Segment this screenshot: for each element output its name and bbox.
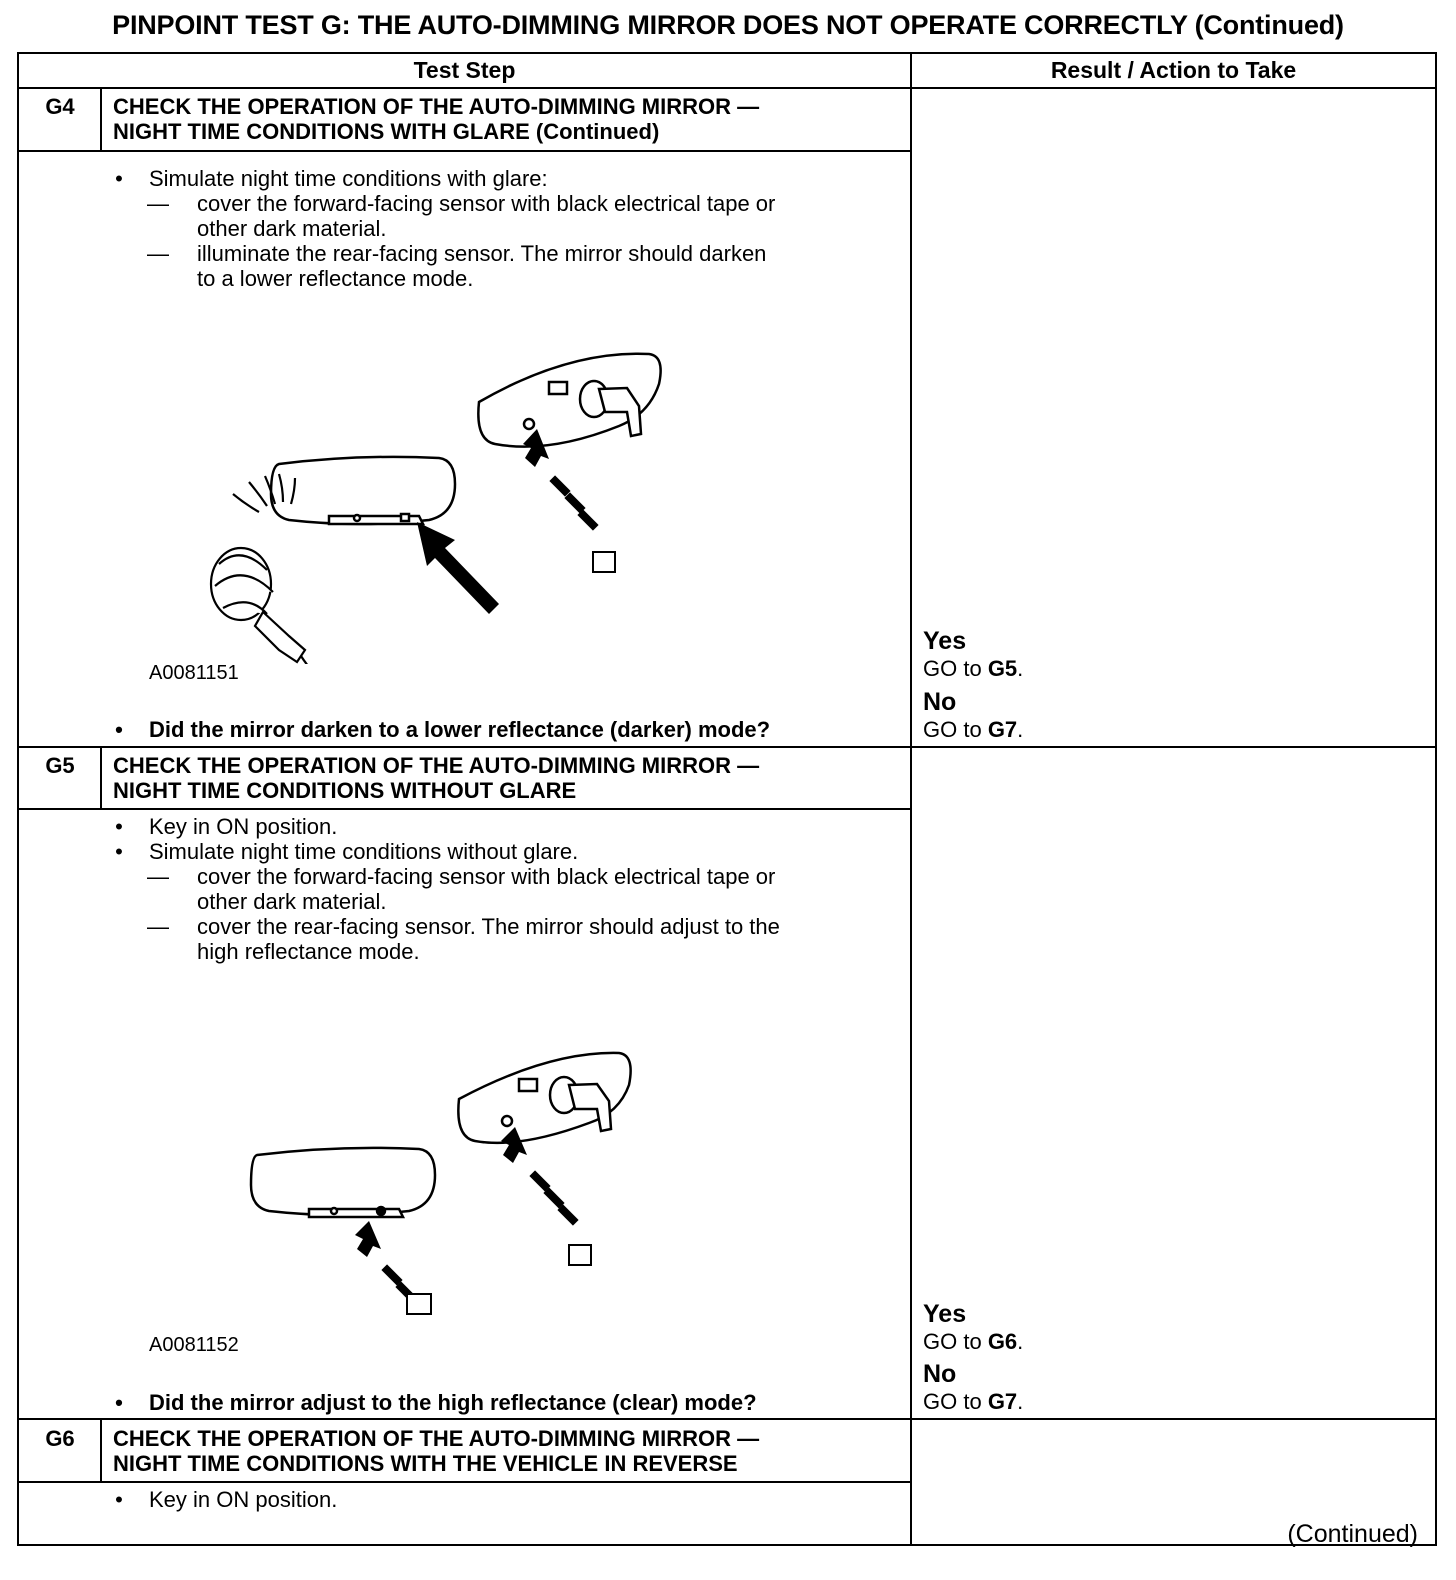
yes-label-g5: Yes: [923, 1300, 967, 1328]
step-title-g5: CHECK THE OPERATION OF THE AUTO-DIMMING MIRROR — NIGHT TIME CONDITIONS WITHOUT GLARE: [113, 753, 760, 803]
no-label-g4: No: [923, 688, 957, 716]
figure-mirror-no-glare: [219, 1049, 679, 1319]
step-id-g6: G6: [45, 1426, 75, 1451]
arrow-front: [355, 1221, 417, 1303]
arrow-rear: [501, 1127, 579, 1226]
step-title-g4: CHECK THE OPERATION OF THE AUTO-DIMMING MIRROR — NIGHT TIME CONDITIONS WITH GLARE (Continued): [113, 94, 760, 144]
mirror-front-view: [271, 457, 455, 524]
test-table: Test Step Result / Action to Take G4 CHECK THE OPERATION OF THE AUTO-DIMMING MIRROR — NIGHT TIME CONDITIONS WITH GLARE (Continued) • Simulate night time conditions with glare: — cover the forward-facing sensor with black electrical tape or other dark material. — illuminate the rear-facing sensor. The mirror should darken to a lower reflectance mode. A0081151 • Did the mirror darken to a lower reflectance (darker) mode? Yes GO to G5. No GO to G7. G5 CHECK THE OPERATION OF THE AUTO-DIMMING MIRROR — NIGHT TIME CONDITIONS WITHOUT GLARE • Key in ON position. • Simulate night time conditions without glare. — cover the forward-facing sensor with black electrical tape or other dark material. — cover the rear-facing sensor. The mirror should adjust to the high reflectance mode. A0081152 • Did the mirror adjust to the high reflectance (clear) mode? Yes GO to G6. No GO to G7. G6 CHECK THE OPERATION OF THE AUTO-DIMMING MIRROR — NIGHT TIME CONDITIONS WITH THE VEHICLE IN REVERSE • Key in ON position.: [17, 52, 1437, 1546]
tape-square-rear: [593, 552, 615, 572]
page-title: PINPOINT TEST G: THE AUTO-DIMMING MIRROR DOES NOT OPERATE CORRECTLY (Continued): [112, 10, 1344, 40]
figure-id-g5: A0081152: [149, 1334, 239, 1356]
result-action-header: Result / Action to Take: [1050, 57, 1297, 83]
no-action-g5[interactable]: GO to G7.: [923, 1389, 1024, 1414]
no-action-g4[interactable]: GO to G7.: [923, 717, 1024, 742]
no-label-g5: No: [923, 1360, 957, 1388]
figure-id-g4: A0081151: [149, 662, 239, 684]
figure-mirror-glare: [179, 344, 699, 664]
mirror-back-view: [458, 1053, 630, 1143]
step-title-g6: CHECK THE OPERATION OF THE AUTO-DIMMING MIRROR — NIGHT TIME CONDITIONS WITH THE VEHICLE IN REVERSE: [113, 1426, 760, 1476]
test-step-header: Test Step: [413, 57, 516, 83]
yes-label-g4: Yes: [923, 627, 967, 655]
mirror-back-view: [478, 354, 660, 447]
tape-square-front-g5: [405, 1292, 435, 1320]
mirror-front-view: [251, 1148, 435, 1217]
step-id-g5: G5: [45, 753, 75, 778]
yes-action-g5[interactable]: GO to G6.: [923, 1329, 1024, 1354]
arrow-front: [417, 522, 499, 614]
step-id-g4: G4: [45, 94, 75, 119]
continued-footer: (Continued): [1287, 1520, 1418, 1548]
yes-action-g4[interactable]: GO to G5.: [923, 656, 1024, 681]
tape-square-rear: [569, 1245, 591, 1265]
